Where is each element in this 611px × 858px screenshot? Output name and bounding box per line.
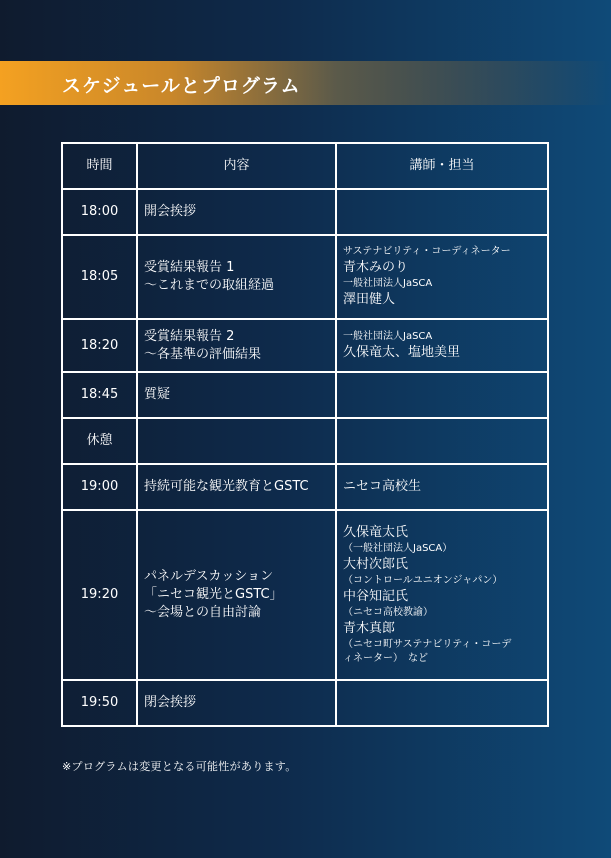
cell-speaker <box>336 319 548 372</box>
speaker-line: （ニセコ高校教諭） <box>343 607 433 618</box>
speaker-line: 久保竜太氏 <box>343 525 409 540</box>
schedule-table <box>61 142 549 727</box>
speaker-line: 澤田健人 <box>343 292 396 307</box>
cell-speaker <box>336 418 548 464</box>
cell-time: 19:20 <box>62 510 137 680</box>
content-line: パネルデスカッション <box>144 569 274 584</box>
speaker-line: 久保竜太、塩地美里 <box>343 344 461 360</box>
cell-time: 休憩 <box>62 418 137 464</box>
cell-content <box>137 189 336 235</box>
cell-content <box>137 510 336 680</box>
speaker-line: 大村次郎氏 <box>343 557 409 572</box>
table-row <box>62 418 548 464</box>
section-banner <box>0 61 611 105</box>
footer-note: ※プログラムは変更となる可能性があります。 <box>62 760 297 773</box>
speaker-line: 青木真郎 <box>343 621 396 636</box>
table-row <box>62 510 548 680</box>
content-line: 受賞結果報告 2 <box>144 328 235 344</box>
speaker-line: （ニセコ町サステナビリティ・コーデ <box>343 639 512 650</box>
cell-content <box>137 372 336 418</box>
header-speaker: 講師・担当 <box>336 143 548 189</box>
header-time: 時間 <box>62 143 137 189</box>
table-row <box>62 680 548 726</box>
cell-speaker <box>336 680 548 726</box>
content-line: 受賞結果報告 1 <box>144 260 235 275</box>
speaker-line: 中谷知記氏 <box>343 589 409 604</box>
cell-content <box>137 319 336 372</box>
cell-speaker <box>336 510 548 680</box>
speaker-line: 一般社団法人JaSCA <box>343 330 433 342</box>
content-line: 〜各基準の評価結果 <box>144 346 262 362</box>
cell-speaker <box>336 464 548 510</box>
speaker-line: サステナビリティ・コーディネーター <box>343 246 511 257</box>
cell-content <box>137 464 336 510</box>
content-line: 〜会場との自由討論 <box>144 605 262 620</box>
cell-speaker <box>336 235 548 319</box>
speaker-line: ニセコ高校生 <box>343 479 422 494</box>
speaker-line: （一般社団法人JaSCA） <box>343 543 453 554</box>
speaker-line: 一般社団法人JaSCA <box>343 278 433 289</box>
cell-time: 18:05 <box>62 235 137 319</box>
table-row <box>62 464 548 510</box>
cell-time: 18:00 <box>62 189 137 235</box>
table-row <box>62 372 548 418</box>
speaker-line: （コントロールユニオンジャパン） <box>343 575 503 586</box>
cell-content <box>137 418 336 464</box>
table-header-row <box>62 143 548 189</box>
table-row <box>62 235 548 319</box>
header-content: 内容 <box>137 143 336 189</box>
cell-time: 18:20 <box>62 319 137 372</box>
content-line: 持続可能な観光教育とGSTC <box>144 479 309 494</box>
cell-content <box>137 235 336 319</box>
content-line: 〜これまでの取組経過 <box>144 278 275 293</box>
content-line: 開会挨拶 <box>144 204 197 219</box>
content-line: 質疑 <box>144 387 171 402</box>
page-title: スケジュールとプログラム <box>62 75 301 97</box>
cell-time: 18:45 <box>62 372 137 418</box>
cell-speaker <box>336 189 548 235</box>
schedule-rows <box>62 189 548 726</box>
speaker-line: ィネーター） など <box>343 653 428 664</box>
content-line: 閉会挨拶 <box>144 695 197 710</box>
content-line: 「ニセコ観光とGSTC」 <box>144 587 283 602</box>
cell-time: 19:00 <box>62 464 137 510</box>
table-row <box>62 189 548 235</box>
cell-speaker <box>336 372 548 418</box>
cell-time: 19:50 <box>62 680 137 726</box>
cell-content <box>137 680 336 726</box>
table-row <box>62 319 548 372</box>
speaker-line: 青木みのり <box>343 260 409 275</box>
